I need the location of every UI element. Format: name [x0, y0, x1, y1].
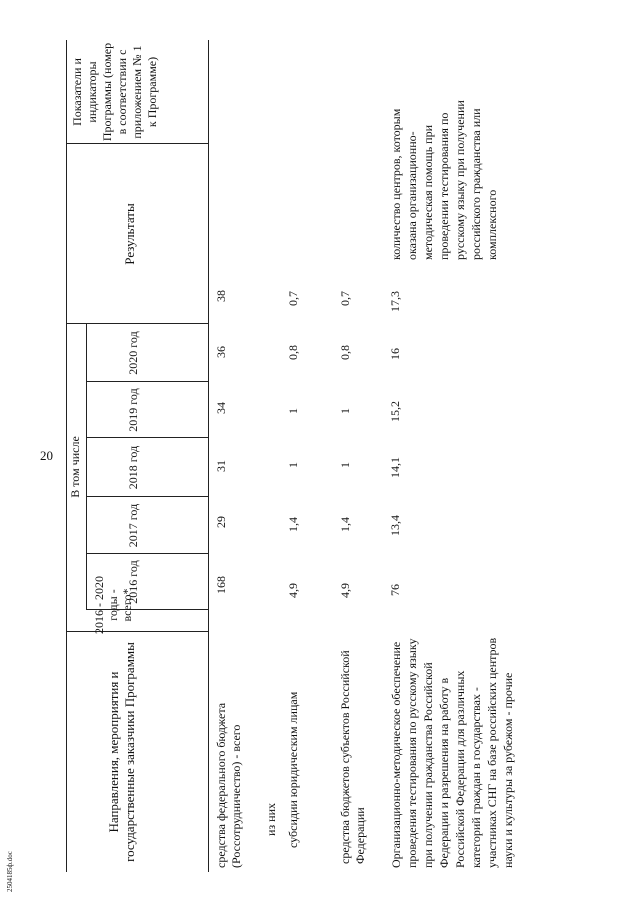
row-value-2016: 1,4	[338, 517, 352, 532]
row-value-2020: 0,7	[338, 291, 352, 306]
row-total: 76	[388, 584, 402, 596]
row-name: субсидии юридическим лицам	[286, 691, 300, 848]
row-value-2019: 0,8	[286, 345, 300, 360]
row-value-2020: 17,3	[388, 291, 402, 312]
header-including: В том числе	[68, 436, 82, 498]
row-result: количество центров, которым оказана организационно-методическая помощь при проведении тестирования по русскому языку при получении российского гражданства или комплексного	[389, 100, 499, 260]
row-value-2018: 1	[338, 408, 352, 414]
col-sep-5	[86, 437, 208, 438]
footer-filename: 2504185ф.doc	[6, 851, 14, 892]
rotated-table	[66, 40, 620, 872]
row-value-2016: 13,4	[388, 515, 402, 536]
header-bottom-rule	[208, 40, 209, 872]
row-value-2020: 38	[214, 290, 228, 302]
row-value-2020: 0,7	[286, 291, 300, 306]
col-sep-6	[86, 381, 208, 382]
header-results: Результаты	[122, 203, 137, 265]
header-indicators: Показатели и индикаторы Программы (номер в соответствии с приложением № 1 к Программе)	[70, 42, 159, 142]
page-number: 20	[40, 448, 53, 463]
row-total: 4,9	[338, 583, 352, 598]
row-name: Организационно-методическое обеспечение проведения тестирования по русскому языку при получении гражданства Российской Федерации и разрешения на работу в Российской Федерации для различных категорий граждан в государствах - участниках СНГ на базе российских центров науки и культуры за рубежом - прочие	[389, 637, 515, 868]
row-value-2017: 1	[286, 462, 300, 468]
header-total: 2016 - 2020 годы - всего*	[92, 576, 134, 634]
col-sep-1	[66, 631, 208, 632]
row-value-2019: 36	[214, 346, 228, 358]
row-value-2017: 1	[338, 462, 352, 468]
row-value-2017: 31	[214, 460, 228, 472]
row-name: из них	[264, 802, 278, 836]
col-sep-8	[66, 143, 208, 144]
including-rule	[86, 324, 87, 610]
row-value-2019: 16	[388, 348, 402, 360]
row-value-2019: 0,8	[338, 345, 352, 360]
header-year-2016: 2016 год	[126, 560, 140, 604]
row-name: средства федерального бюджета (Россотрудничество) - всего	[214, 702, 243, 868]
header-year-2018: 2018 год	[126, 445, 140, 490]
header-name: Направления, мероприятия и государственные заказчики Программы	[106, 642, 137, 862]
row-total: 168	[214, 576, 228, 594]
row-total: 4,9	[286, 583, 300, 598]
header-year-2017: 2017 год	[126, 503, 140, 548]
row-value-2016: 29	[214, 516, 228, 528]
table-top-rule	[66, 40, 67, 872]
row-name: средства бюджетов субъектов Российской Федерации	[338, 650, 367, 864]
col-sep-4	[86, 496, 208, 497]
col-sep-3	[86, 553, 208, 554]
header-year-2019: 2019 год	[126, 388, 140, 432]
row-value-2018: 1	[286, 408, 300, 414]
header-year-2020: 2020 год	[126, 331, 140, 375]
row-value-2018: 34	[214, 402, 228, 414]
row-value-2016: 1,4	[286, 517, 300, 532]
row-value-2018: 15,2	[388, 401, 402, 422]
row-value-2017: 14,1	[388, 457, 402, 478]
